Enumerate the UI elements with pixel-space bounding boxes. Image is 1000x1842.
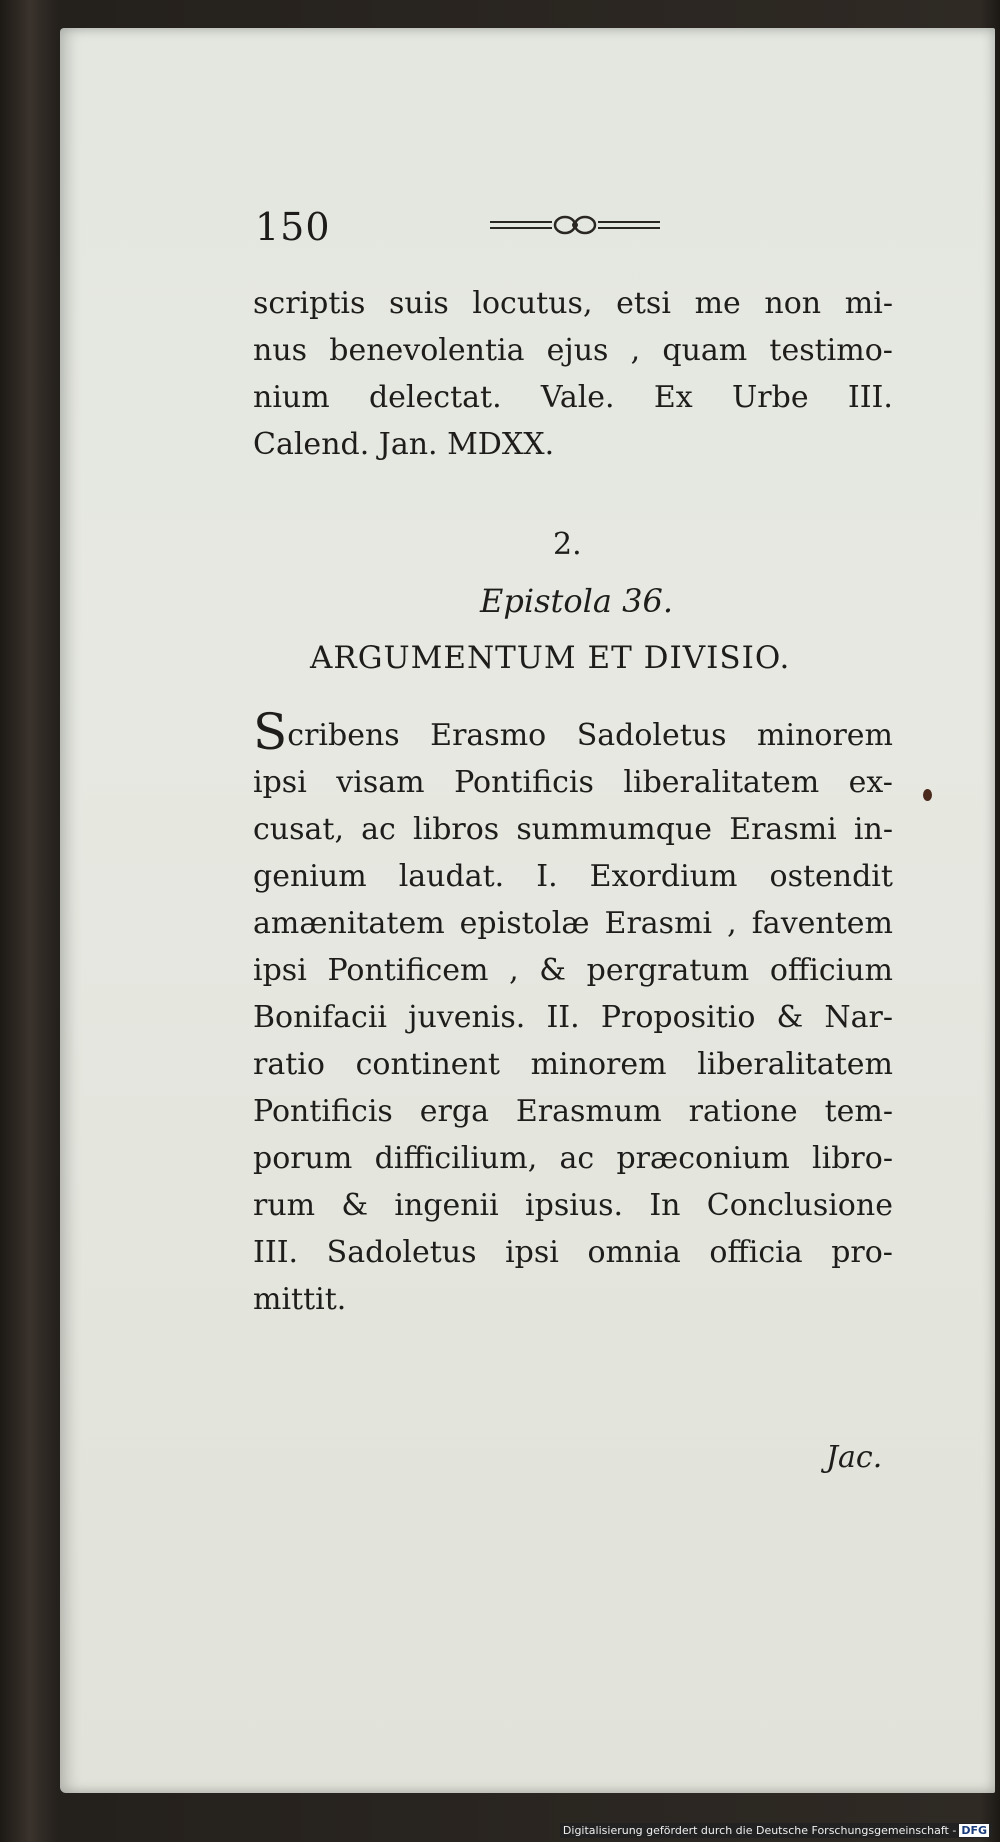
text-line: porum difficilium, ac præconium libro- [253,1141,893,1176]
text-line: cusat, ac libros summumque Erasmi in- [253,812,893,847]
text-line: III. Sadoletus ipsi omnia officia pro- [253,1235,893,1270]
text-line: Pontificis erga Erasmum ratione tem- [253,1094,893,1129]
first-line-text: cribens Erasmo Sadoletus minorem [287,718,893,753]
text-line: scriptis suis locutus, etsi me non mi- [253,286,893,321]
page-number: 150 [255,205,331,249]
ink-spot [923,789,932,801]
footer-text: Digitalisierung gefördert durch die Deutsche Forschungsgemeinschaft - [562,1824,957,1837]
text-line: genium laudat. I. Exordium ostendit [253,859,893,894]
text-line: Bonifacii juvenis. II. Propositio & Nar- [253,1000,893,1035]
continuation-text [253,280,893,468]
drop-capital: S [253,703,288,761]
dfg-logo: DFG [961,1824,987,1837]
text-line: ipsi Pontificem , & pergratum officium [253,953,893,988]
text-line: ipsi visam Pontificis liberalitatem ex- [253,765,893,800]
text-line: amænitatem epistolæ Erasmi , faventem [253,906,893,941]
text-line: nus benevolentia ejus , quam testimo- [253,333,893,368]
argument-heading: ARGUMENTUM ET DIVISIO. [310,640,791,676]
epistola-heading: Epistola 36. [480,582,673,620]
section-number: 2. [553,527,582,562]
catchword: Jac. [826,1440,883,1475]
digitization-footer [560,1823,992,1838]
text-line: nium delectat. Vale. Ex Urbe III. [253,380,893,415]
text-line [253,703,893,761]
text-line: ratio continent minorem liberalitatem [253,1047,893,1082]
argument-text [253,703,893,1323]
header-ornament-icon [490,213,660,239]
text-line: Calend. Jan. MDXX. [253,427,555,462]
page-header [255,205,685,249]
text-line: mittit. [253,1282,347,1317]
text-line: rum & ingenii ipsius. In Conclusione [253,1188,893,1223]
